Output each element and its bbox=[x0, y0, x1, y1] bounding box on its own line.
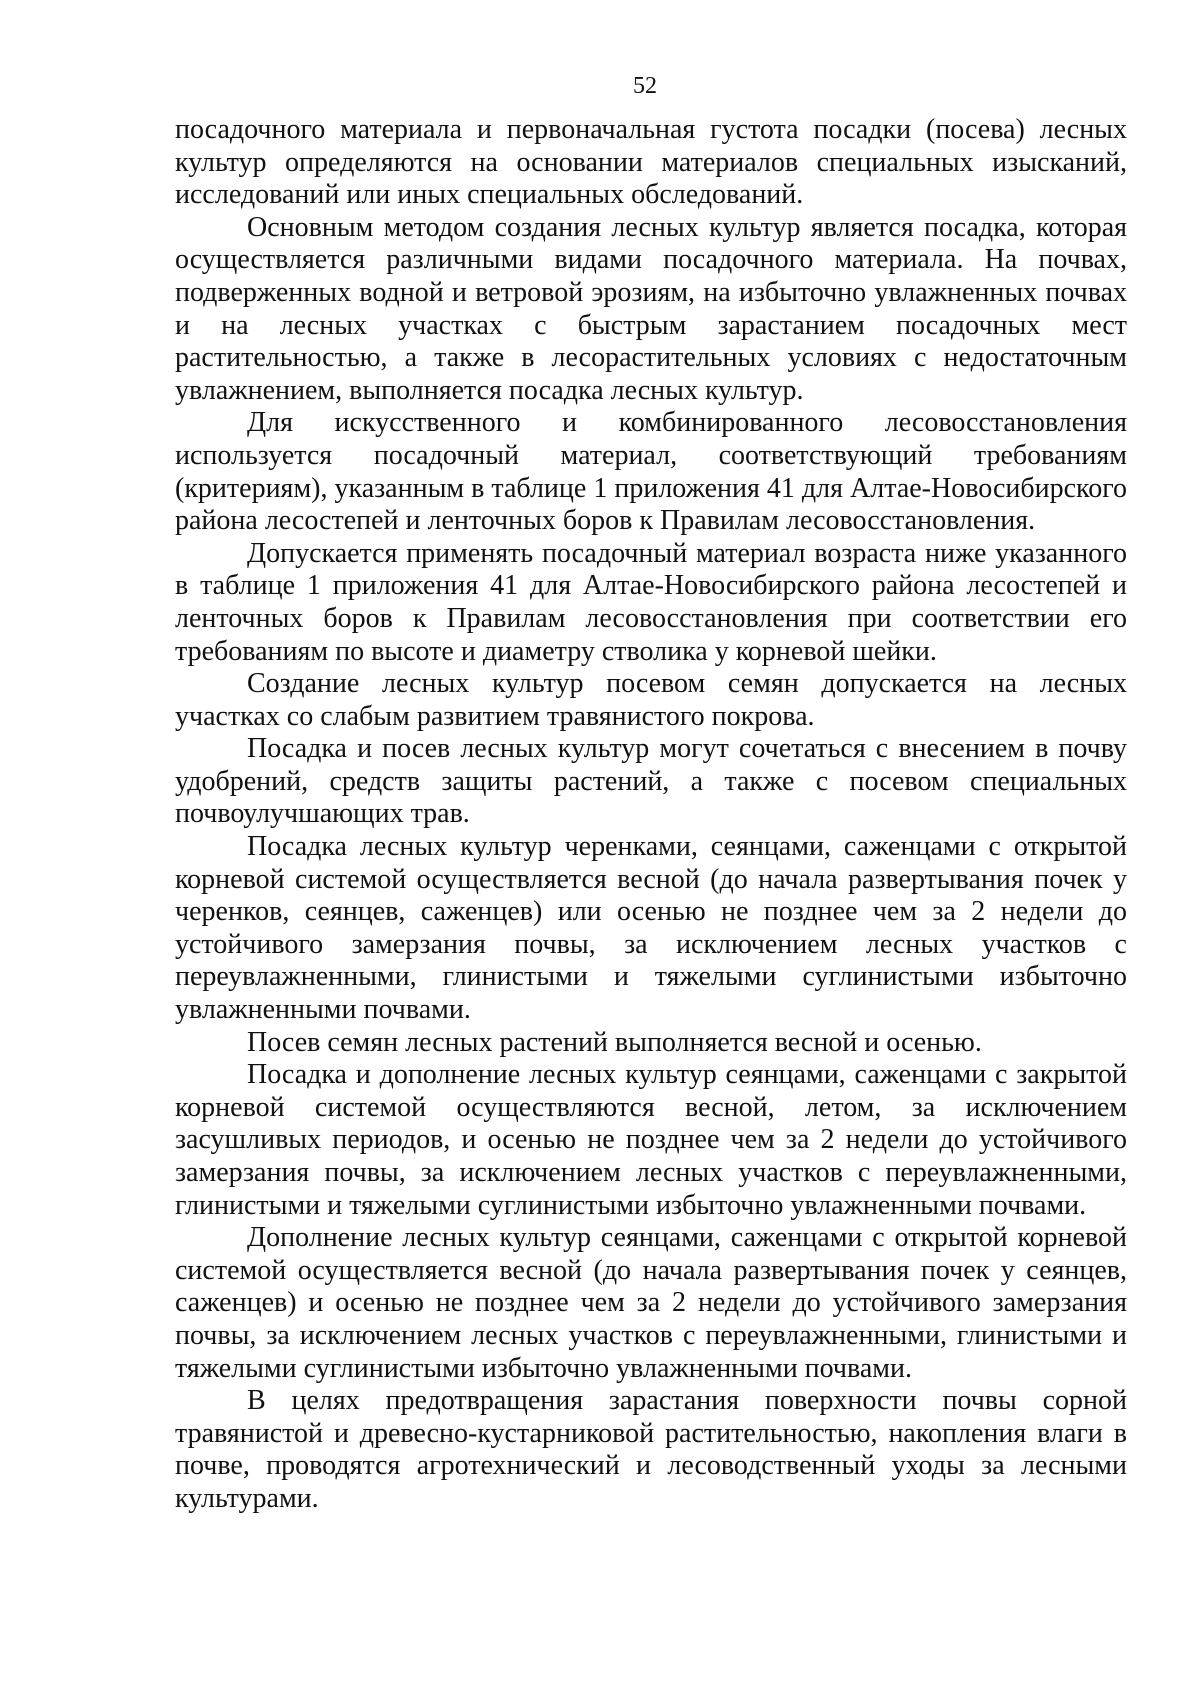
paragraph: Допускается применять посадочный материал возраста ниже указанного в таблице 1 приложения 41 для Алтае-Новосибирского района лесостепей и ленточных боров к Правилам лесовосстановления при соответствии его требованиям по высоте и диаметру стволика у корневой шейки. bbox=[175, 537, 1127, 667]
paragraph: Основным методом создания лесных культур является посадка, которая осуществляется различными видами посадочного материала. На почвах, подверженных водной и ветровой эрозиям, на избыточно увлажненных почвах и на лесных участках с быстрым зарастанием посадочных мест растительностью, а также в лесорастительных условиях с недостаточным увлажнением, выполняется посадка лесных культур. bbox=[175, 211, 1127, 406]
paragraph: Создание лесных культур посевом семян допускается на лесных участках со слабым развитием травянистого покрова. bbox=[175, 668, 1127, 732]
document-body bbox=[175, 114, 1127, 1516]
paragraph: Дополнение лесных культур сеянцами, саженцами с открытой корневой системой осуществляется весной (до начала развертывания почек у сеянцев, саженцев) и осенью не позднее чем за 2 недели до устойчивого замерзания почвы, за исключением лесных участков с переувлажненными, глинистыми и тяжелыми суглинистыми избыточно увлажненными почвами. bbox=[175, 1222, 1127, 1384]
page-number: 52 bbox=[633, 73, 657, 99]
paragraph: Для искусственного и комбинированного лесовосстановления используется посадочный материал, соответствующий требованиям (критериям), указанным в таблице 1 приложения 41 для Алтае-Новосибирского района лесостепей и ленточных боров к Правилам лесовосстановления. bbox=[175, 407, 1127, 537]
paragraph: Посев семян лесных растений выполняется весной и осенью. bbox=[247, 1026, 982, 1058]
paragraph: Посадка лесных культур черенками, сеянцами, саженцами с открытой корневой системой осуществляется весной (до начала развертывания почек у черенков, сеянцев, саженцев) или осенью не позднее чем за 2 недели до устойчивого замерзания почвы, за исключением лесных участков с переувлажненными, глинистыми и тяжелыми суглинистыми избыточно увлажненными почвами. bbox=[175, 831, 1127, 1026]
paragraph: Посадка и посев лесных культур могут сочетаться с внесением в почву удобрений, средств защиты растений, а также с посевом специальных почвоулучшающих трав. bbox=[175, 733, 1127, 830]
paragraph: Посадка и дополнение лесных культур сеянцами, саженцами с закрытой корневой системой осуществляются весной, летом, за исключением засушливых периодов, и осенью не позднее чем за 2 недели до устойчивого замерзания почвы, за исключением лесных участков с переувлажненными, глинистыми и тяжелыми суглинистыми избыточно увлажненными почвами. bbox=[175, 1059, 1127, 1221]
paragraph: В целях предотвращения зарастания поверхности почвы сорной травянистой и древесно-кустарниковой растительностью, накопления влаги в почве, проводятся агротехнический и лесоводственный уходы за лесными культурами. bbox=[175, 1385, 1127, 1514]
paragraph-continuation: посадочного материала и первоначальная густота посадки (посева) лесных культур определяются на основании материалов специальных изысканий, исследований или иных специальных обследований. bbox=[175, 114, 1127, 211]
